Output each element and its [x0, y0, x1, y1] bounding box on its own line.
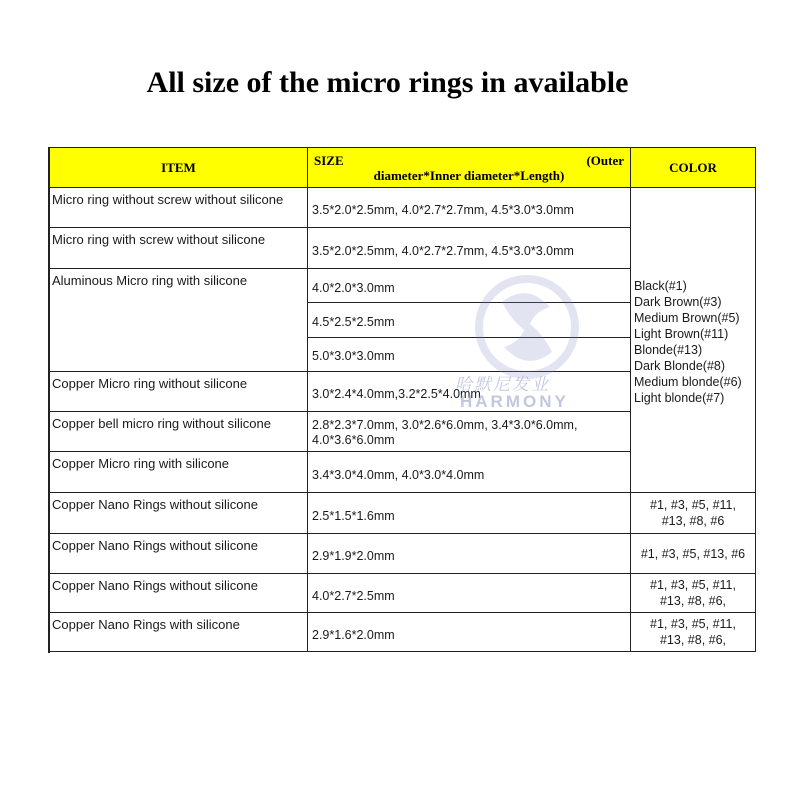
size-value: 4.0*2.7*2.5mm — [312, 589, 395, 603]
table-row — [49, 227, 308, 269]
item-name: Aluminous Micro ring with silicone — [52, 273, 248, 288]
size-value: 3.5*2.0*2.5mm, 4.0*2.7*2.7mm, 4.5*3.0*3.0mm — [312, 203, 574, 217]
watermark-cn-text: 哈默尼发业 — [455, 375, 550, 394]
color-value: #1, #3, #5, #11, — [650, 578, 736, 592]
size-cell — [307, 337, 631, 372]
table-row — [49, 492, 308, 534]
size-value: 3.5*2.0*2.5mm, 4.0*2.7*2.7mm, 4.5*3.0*3.0mm — [312, 244, 574, 258]
color-cell — [630, 533, 756, 574]
color-item: Light blonde(#7) — [634, 391, 725, 405]
table-row — [49, 533, 308, 574]
item-name: Copper Nano Rings with silicone — [52, 617, 240, 632]
watermark-en-text: HARMONY — [460, 392, 569, 411]
size-value: 2.9*1.6*2.0mm — [312, 628, 395, 642]
size-cell — [307, 268, 631, 303]
header-size-outer: (Outer — [586, 153, 624, 168]
header-color-label: COLOR — [669, 159, 717, 175]
item-name: Copper Nano Rings without silicone — [52, 538, 258, 553]
color-cell — [630, 612, 756, 652]
color-item: Dark Brown(#3) — [634, 295, 722, 309]
size-table — [49, 147, 756, 652]
color-item: Dark Blonde(#8) — [634, 359, 726, 373]
size-cell — [307, 451, 631, 493]
item-name: Copper bell micro ring without silicone — [52, 416, 271, 431]
color-item: Black(#1) — [634, 279, 687, 293]
color-cell — [630, 573, 756, 613]
size-value: 2.5*1.5*1.6mm — [312, 509, 395, 523]
header-item-label: ITEM — [161, 159, 196, 175]
size-cell — [307, 187, 631, 228]
page-title: All size of the micro rings in available — [146, 66, 629, 99]
size-value: 3.0*2.4*4.0mm,3.2*2.5*4.0mm — [312, 387, 481, 401]
size-cell — [307, 302, 631, 338]
item-name: Copper Nano Rings without silicone — [52, 497, 258, 512]
table-row — [49, 187, 308, 228]
item-name: Copper Micro ring with silicone — [52, 456, 230, 471]
table-row — [49, 371, 308, 412]
color-value: #1, #3, #5, #13, #6 — [640, 547, 746, 561]
header-item — [49, 147, 308, 188]
table-row — [49, 268, 308, 372]
size-value: 3.4*3.0*4.0mm, 4.0*3.0*4.0mm — [312, 468, 485, 482]
color-value: #13, #8, #6 — [661, 514, 725, 528]
table-row — [49, 451, 308, 493]
header-color — [630, 147, 756, 188]
color-cell — [630, 492, 756, 534]
color-merged-cell — [630, 187, 756, 493]
item-name: Copper Micro ring without silicone — [52, 376, 248, 391]
item-name: Micro ring without screw without silicone — [52, 192, 284, 207]
size-value: 4.0*3.6*6.0mm — [312, 433, 395, 447]
table-row — [49, 612, 308, 652]
item-name: Micro ring with screw without silicone — [52, 232, 266, 247]
color-value: #13, #8, #6, — [659, 594, 727, 608]
size-cell — [307, 411, 631, 452]
size-value: 4.5*2.5*2.5mm — [312, 315, 395, 329]
size-cell — [307, 492, 631, 534]
size-value: 2.8*2.3*7.0mm, 3.0*2.6*6.0mm, 3.4*3.0*6.0mm, — [312, 418, 578, 432]
table-row — [49, 573, 308, 613]
size-cell — [307, 573, 631, 613]
color-item: Medium Brown(#5) — [634, 311, 740, 325]
size-value: 2.9*1.9*2.0mm — [312, 549, 395, 563]
size-cell — [307, 533, 631, 574]
color-list — [634, 278, 742, 406]
color-item: Medium blonde(#6) — [634, 375, 742, 389]
size-value: 4.0*2.0*3.0mm — [312, 281, 395, 295]
color-value: #1, #3, #5, #11, — [650, 498, 736, 512]
color-item: Light Brown(#11) — [634, 327, 729, 341]
size-cell — [307, 612, 631, 652]
header-size — [307, 147, 631, 188]
size-cell — [307, 227, 631, 269]
header-size-label: SIZE — [314, 153, 344, 168]
item-name: Copper Nano Rings without silicone — [52, 578, 258, 593]
size-value: 5.0*3.0*3.0mm — [312, 349, 395, 363]
color-value: #1, #3, #5, #11, — [650, 617, 736, 631]
color-item: Blonde(#13) — [634, 343, 703, 357]
header-size-detail: diameter*Inner diameter*Length) — [373, 168, 565, 183]
table-row — [49, 411, 308, 452]
color-value: #13, #8, #6, — [659, 633, 727, 647]
